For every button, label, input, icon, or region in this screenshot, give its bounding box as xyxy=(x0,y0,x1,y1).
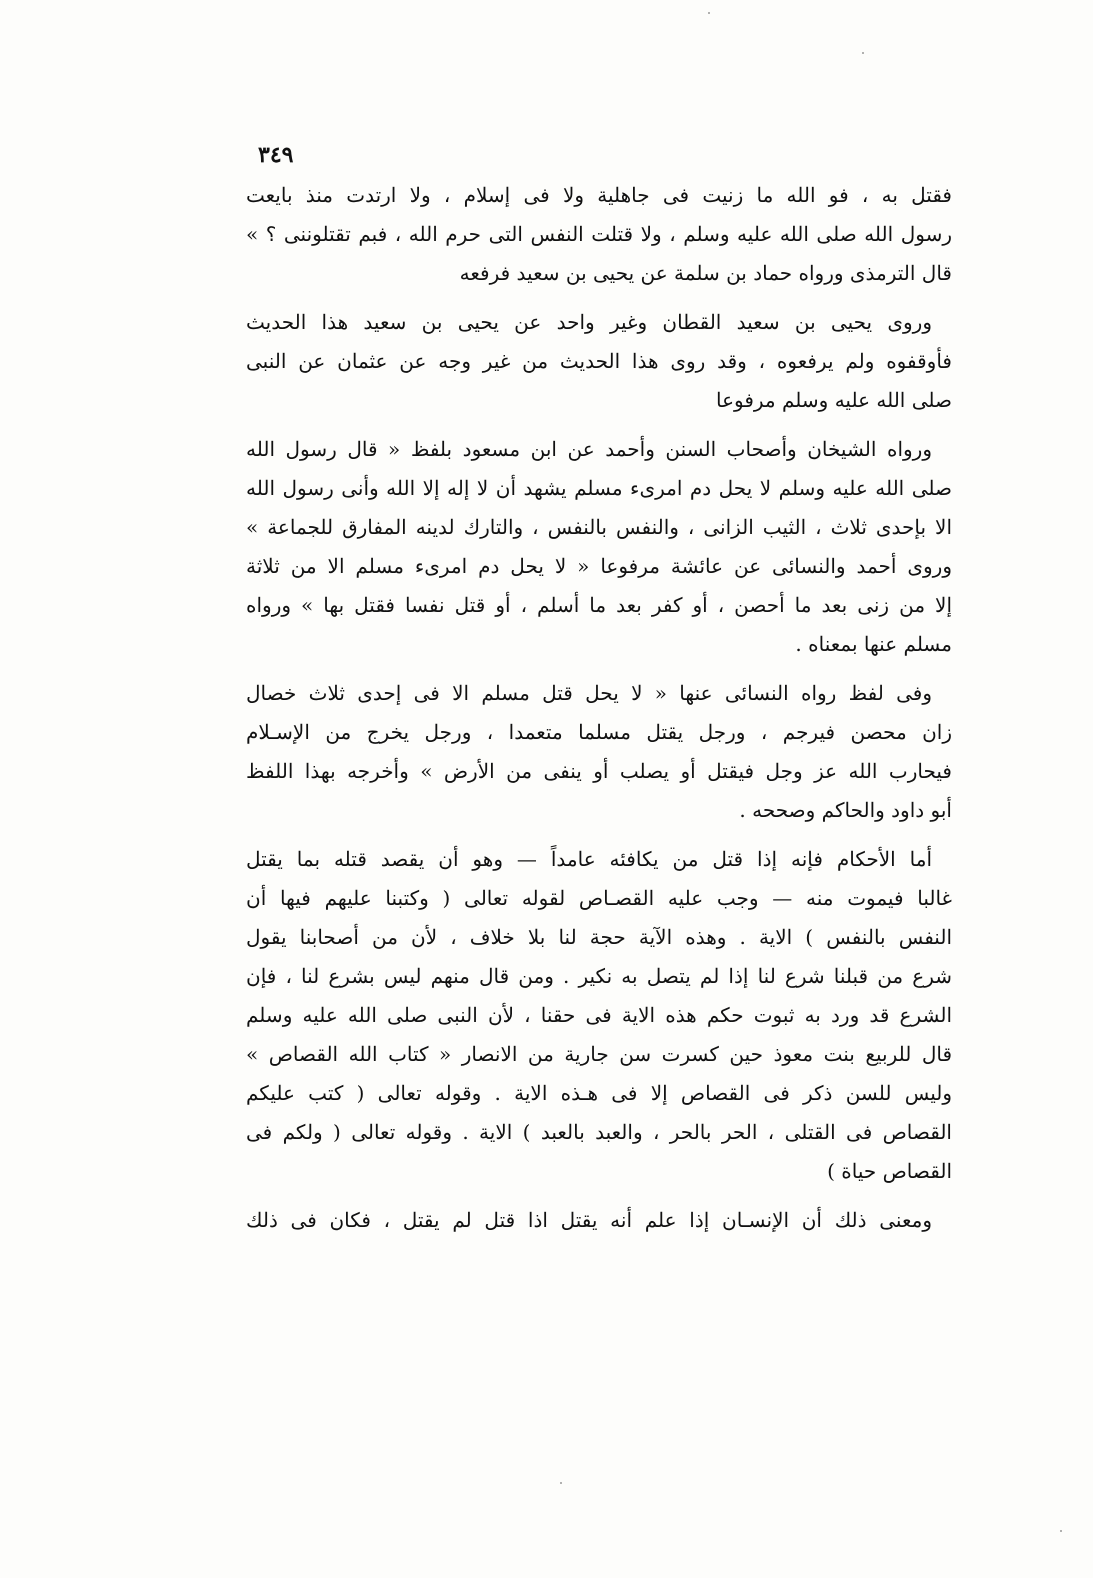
text-line: الا بإحدى ثلاث ، الثيب الزانى ، والنفس بالنفس ، والتارك لدينه المفارق للجماعة » xyxy=(246,515,952,539)
text-line: وليس للسن ذكر فى القصاص إلا فى هـذه الاية . وقوله تعالى ( كتب عليكم xyxy=(246,1081,952,1105)
text-line: الشرع قد ورد به ثبوت حكم هذه الاية فى حقنا ، لأن النبى صلى الله عليه وسلم xyxy=(246,1003,952,1027)
text-line: غالبا فيموت منه — وجب عليه القصـاص لقوله تعالى ( وكتبنا عليهم فيها أن xyxy=(246,886,952,910)
text-line: صلى الله عليه وسلم مرفوعا xyxy=(715,388,952,412)
scan-speck xyxy=(862,52,864,54)
text-line: أما الأحكام فإنه إذا قتل من يكافئه عامداً — وهو أن يقصد قتله بما يقتل xyxy=(246,847,932,871)
text-line: ورواه الشيخان وأصحاب السنن وأحمد عن ابن مسعود بلفظ « قال رسول الله xyxy=(246,437,932,461)
text-line: قال الترمذى ورواه حماد بن سلمة عن يحيى بن سعيد فرفعه xyxy=(459,261,952,285)
text-line: وروى أحمد والنسائى عن عائشة مرفوعا « لا يحل دم امرىء مسلم الا من ثلاثة xyxy=(246,554,952,578)
text-line: وفى لفظ رواه النسائى عنها « لا يحل قتل مسلم الا فى إحدى ثلاث خصال xyxy=(246,681,932,705)
text-line: النفس بالنفس ) الاية . وهذه الآية حجة لنا بلا خلاف ، لأن من أصحابنا يقول xyxy=(246,925,952,949)
text-line: القصاص فى القتلى ، الحر بالحر ، والعبد بالعبد ) الاية . وقوله تعالى ( ولكم فى xyxy=(246,1120,952,1144)
scan-speck xyxy=(708,12,710,14)
text-line: فيحارب الله عز وجل فيقتل أو يصلب أو ينفى من الأرض » وأخرجه بهذا اللفظ xyxy=(246,759,952,783)
scan-speck xyxy=(560,1482,562,1484)
text-line: إلا من زنى بعد ما أحصن ، أو كفر بعد ما أسلم ، أو قتل نفسا فقتل بها » ورواه xyxy=(246,593,952,617)
text-line: صلى الله عليه وسلم لا يحل دم امرىء مسلم يشهد أن لا إله إلا الله وأنى رسول الله xyxy=(246,476,952,500)
text-line: فقتل به ، فو الله ما زنيت فى جاهلية ولا فى إسلام ، ولا ارتدت منذ بايعت xyxy=(246,183,952,207)
text-line: مسلم عنها بمعناه . xyxy=(795,632,952,656)
text-line: شرع من قبلنا شرع لنا إذا لم يتصل به نكير . ومن قال منهم ليس بشرع لنا ، فإن xyxy=(246,964,952,988)
text-line: أبو داود والحاكم وصححه . xyxy=(739,798,952,822)
page-number: ٣٤٩ xyxy=(258,142,294,168)
text-line: وروى يحيى بن سعيد القطان وغير واحد عن يحيى بن سعيد هذا الحديث xyxy=(246,310,932,334)
text-line: رسول الله صلى الله عليه وسلم ، ولا قتلت النفس التى حرم الله ، فبم تقتلوننى ؟ » xyxy=(246,222,952,246)
text-line: قال للربيع بنت معوذ حين كسرت سن جارية من الانصار « كتاب الله القصاص » xyxy=(246,1042,952,1066)
text-line: القصاص حياة ) xyxy=(827,1159,952,1183)
text-line: ومعنى ذلك أن الإنسـان إذا علم أنه يقتل اذا قتل لم يقتل ، فكان فى ذلك xyxy=(246,1208,932,1232)
scan-speck xyxy=(1060,1530,1062,1532)
text-line: فأوقفوه ولم يرفعوه ، وقد روى هذا الحديث من غير وجه عن عثمان عن النبى xyxy=(246,349,952,373)
main-text xyxy=(246,176,952,1240)
text-line: زان محصن فيرجم ، ورجل يقتل مسلما متعمدا ، ورجل يخرج من الإسـلام xyxy=(246,720,952,744)
